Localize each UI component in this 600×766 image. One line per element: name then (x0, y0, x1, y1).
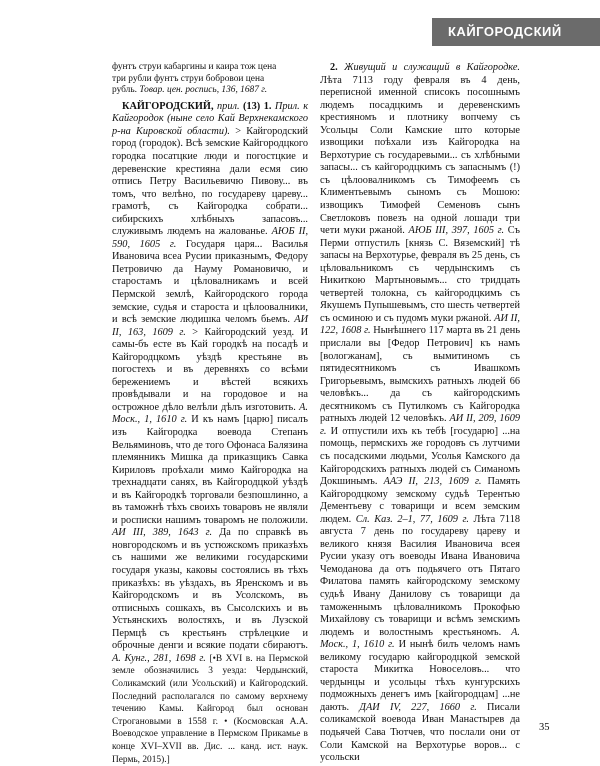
source-citation: АЮБ II, 590, 1605 г. (112, 226, 309, 250)
source-citation: АЮБ III, 397, 1605 г. (408, 225, 505, 237)
sense-number: 2. (330, 62, 338, 73)
sense-gloss: Живущий и служащий в Кайгородке. (344, 62, 520, 73)
source-citation: А. Моск., 1, 1610 г. (320, 626, 520, 651)
intro-line: рубль. (112, 85, 137, 96)
quotation: И самы-бъ есте въ Кай городкѣ на посадѣ и Кайгородцкомъ уѣздѣ крестьяне въ погостехъ и въ деревняхъ со всѣми бережениемъ и вѣстей всякихъ провѣдывали и на городовое и на острожное дѣло велѣли дѣлъ изготовить. (112, 326, 309, 413)
source-citation: Товар. цен. роспись, 136, 1687 г. (139, 85, 268, 96)
quotation: Съ Перми отпустилъ [князь С. Вяземский] тѣ запасы на Верхотурье, февраля въ 25 день, съ цѣловальникомъ съ чердынскимъ съ Никиткою Мартыновымъ... сто тридцать четвертей толокна, съ кайгородцкимъ съ Якушемъ Пупышевымъ, сто шесть четвертей съ осминою и съ пудомъ муки ржаной. (320, 225, 520, 324)
intro-line: фунтъ струи кабаргины и каира тож цена (112, 62, 277, 72)
quotation: Нынѣшнего 117 марта въ 21 день прислали вы [Федор Петрович] къ намъ [вологжанам], съ вымитиномъ съ пятидесятникомъ съ Ивашкомъ Григорьевымъ, вымскихъ ратныхъ людей 66 человѣкъ... да съ кайгородскимъ десятникомъ съ Путилкомъ съ Кайгородка ратныхъ людей 12 человѣкъ. (320, 325, 521, 425)
phrase-entry: > Кайгородский уезд. (192, 326, 295, 338)
quotation: Государя царя... Василья Ивановича всеа Русии приказнымъ, Федору Петровичю да Науму Романовичю, и старостамъ и цѣловалникамъ и всей Пермской землѣ, Кайгородского города земские, судья и староста и цѣлоовалники, и всѣ земские людишка челомъ бьемъ. (112, 238, 309, 326)
quotation: Лѣта 7113 году февраля въ 4 день, переписной именной списокъ посошнымъ людемъ посадцкимъ и деревенскимъ крестияномъ и плотнику вопчему съ Усольцы Соли Камские што которые извощики поѣхали изъ Кайгородка на Верхотурие съ государевыми... съ хлѣбными запасы... съ кайгородцкимъ съ запаснымъ (!) съ цѣлоовалникомъ съ Тимофеемъ съ Климентьевымъ сыномъ съ Мошою: извощикъ Тимофей Семеновъ сынъ Светлоковъ повезъ на одной лошади три чети муки ржаной. (320, 74, 520, 237)
quotation: И нынѣ билъ челомъ намъ великому государю кайгородцкой земской староста Микитка Новоселовъ... что чердынцы и усольцы тѣхъ кунгурскихъ подможныхъ денегъ имъ [кайгородцам] ...не дають. (320, 639, 520, 713)
source-citation: ДАИ IV, 227, 1660 г. (359, 701, 477, 713)
source-citation: Сл. Каз. 2–1, 77, 1609 г. (355, 513, 469, 525)
quotation: Да по справкѣ въ новгородскомъ и въ устюжскомъ приказѣхъ съ нашими же великими государскими государя указы, каковы состоялись въ тѣхъ приказѣхъ: въ уѣздахъ, въ Яренскомъ и въ Кайгородскомъ и въ Усолскомъ, въ отписныхъ сошкахъ, въ Сысолскихъ и въ Устьянскихъ волостяхъ, и въ Лузской Пермцѣ съ крестьянъ стрѣлецкие и оброчные денги и всякие подати сбираютъ. (112, 527, 309, 652)
source-citation: А. Моск., 1, 1610 г. (112, 401, 308, 426)
source-citation: АИ II, 209, 1609 г. (320, 413, 521, 437)
sense-2 (320, 62, 520, 765)
quotation: Лѣта 7118 августа 7 день по государеву цареву и великого князя Василия Ивановича всея Русии указу отъ воеводы Ивана Ивановича Чемоданова да отъ подьячего отъ Пятаго Филатова память кайгородскому земскому судьѣ Ивану Данилову съ товарищи да таможеннымъ цѣловалникомъ Прокофью Михайлову съ товарищи и всѣмъ земскимъ людемъ и волостнымъ крестьяномъ. (320, 513, 520, 638)
sense-gloss: Прил. к Кайгородок (ныне село Кай Верхнекамского р-на Кировской области). (112, 100, 309, 137)
headword: КАЙГОРОДСКИЙ, (122, 100, 214, 112)
quotation: Писали соликамской воевода Иван Манастырев да подьячей Сава Тютчев, что послали они от Соли Камской на Верхотурье воров... с усольски (320, 701, 520, 764)
source-citation: АИ II, 122, 1608 г. (320, 312, 520, 337)
intro-line: три рубли фунтъ струи бобровои цена (112, 73, 265, 84)
left-column (112, 62, 308, 766)
running-head: КАЙГОРОДСКИЙ (432, 18, 600, 46)
source-citation: ААЭ II, 213, 1609 г. (383, 476, 482, 488)
intro-fragment (112, 62, 308, 97)
headword-count: (13) 1. (243, 100, 272, 112)
source-citation: АИ III, 389, 1643 г. (112, 527, 213, 539)
page-number: 35 (539, 722, 550, 733)
quotation: И отпустили ихъ къ тебѣ [государю] ...на помощь, пермскихъ же городовъ съ лутчими съ посадскими людьми, Усолья Камского да Кайгородскихъ ратныхъ людей съ Симаномъ Докшинымъ. (320, 425, 521, 488)
editorial-note: [•В XVI в. на Пермской земле обозначились 3 уезда: Чердынский, Соликамский (или Усольский) и Кайгородский. Последний располагался по самому верхнему течению Камы. Кайгород был основан Строгановыми в 1558 г. • (Космовская А.А. Воеводское управление в Пермском Прикамье в конце XVI–XVII вв. Дис. ... канд. ист. наук. Пермь, 2015).] (112, 653, 308, 765)
quotation: (городок). Всѣ земские Кайгородцкого городка посатцкие люди и погостцкие и деревенские крестияна дали есмя сию отпись Петру Васильевичю Пивову... въ томъ, что велѣно, по государеву цареву... грамотѣ, съ Кайгородка собрати... сибирскихъ хлѣбныхъ запасовъ... служивымъ людемъ на жалованье. (112, 138, 308, 238)
quotation: Память Кайгородцкому земскому судьѣ Терентью Дементьеву с товарищи и всем земским людем. (320, 476, 520, 525)
phrase-entry: > Кайгородский город (112, 125, 308, 150)
quotation: И къ намъ [царю] писалъ изъ Кайгородка воевода Степанъ Вельяминовъ, что де того Офонаса Балязина племянникъ Мишка да приказщикъ Савка Кириловъ проѣхали мимо Кайгородка на трехнадцати санях, въ Кайгородцкой уѣздѣ и въ Кайгородкѣ торговали безпошлинно, а въ таможнѣ тѣхъ своихъ товаровъ не являли и росписки нашимъ товаромъ не положили. (112, 414, 308, 526)
source-citation: А. Кунг., 281, 1698 г. (112, 652, 206, 664)
source-citation: АИ II, 163, 1609 г. (112, 314, 309, 338)
right-column (320, 62, 520, 765)
entry-kaygorodskiy (112, 101, 308, 766)
headword-label: прил. (217, 100, 240, 112)
intro-line-with-source (112, 85, 308, 97)
